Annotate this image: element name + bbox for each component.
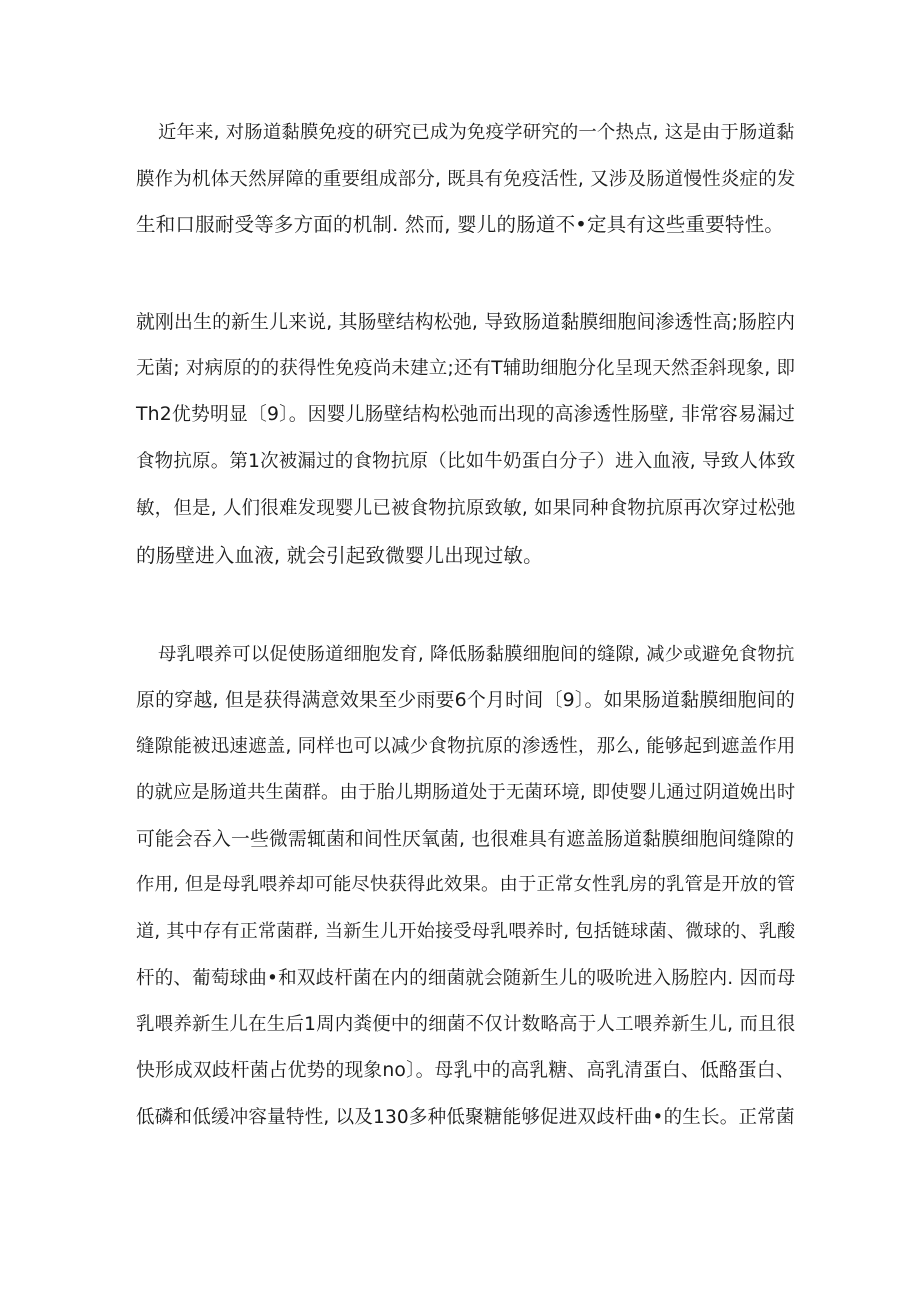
text-line: 可能会吞入一些微需辄菌和间性厌氧菌, 也很难具有遮盖肠道黏膜细胞间缝隙的 — [136, 829, 795, 850]
text-line: 就刚出生的新生儿来说, 其肠壁结构松弛, 导致肠道黏膜细胞间渗透性高;肠腔内 — [136, 312, 796, 333]
text-line: 杆的、葡萄球曲•和双歧杆菌在内的细菌就会随新生儿的吸吮进入肠腔内. 因而母 — [136, 968, 796, 989]
text-line: Th2优势明显〔9〕。因婴儿肠壁结构松弛而出现的高渗透性肠壁, 非常容易漏过 — [136, 404, 795, 425]
text-line: 道, 其中存有正常菌群, 当新生儿开始接受母乳喂养时, 包括链球菌、微球的、乳酸 — [136, 921, 796, 942]
text-line: 的肠壁进入血液, 就会引起致微婴儿出现过敏。 — [136, 544, 543, 567]
text-line: 作用, 但是母乳喂养却可能尽快获得此效果。由于正常女性乳房的乳管是开放的管 — [136, 874, 796, 895]
text-line: 快形成双歧杆菌占优势的现象no〕。母乳中的高乳糖、高乳清蛋白、低酪蛋白、 — [136, 1060, 795, 1081]
text-line: 无菌; 对病原的的获得性免疫尚未建立;还有T辅助细胞分化呈现天然歪斜现象, 即 — [136, 358, 796, 379]
text-line: 母乳喂养可以促使肠道细胞发育, 降低肠黏膜细胞间的缝隙, 减少或避免食物抗 — [158, 644, 795, 665]
text-line: 食物抗原。第1次被漏过的食物抗原（比如牛奶蛋白分子）进入血液, 导致人体致 — [136, 451, 796, 472]
text-line: 缝隙能被迅速遮盖, 同样也可以减少食物抗原的渗透性，那么, 能够起到遮盖作用 — [136, 736, 796, 757]
text-line: 敏，但是, 人们很难发现婴儿已被食物抗原致敏, 如果同种食物抗原再次穿过松弛 — [136, 498, 796, 519]
text-line: 的就应是肠道共生菌群。由于胎儿期肠道处于无菌环境, 即使婴儿通过阴道娩出时 — [136, 782, 796, 803]
text-line: 低磷和低缓冲容量特性, 以及130多种低聚糖能够促进双歧杆曲•的生长。正常菌 — [136, 1107, 795, 1128]
text-line: 乳喂养新生儿在生后1周内粪便中的细菌不仅计数略高于人工喂养新生儿, 而且很 — [136, 1014, 796, 1035]
text-line: 原的穿越, 但是获得满意效果至少雨要6个月时间〔9〕。如果肠道黏膜细胞间的 — [136, 689, 796, 711]
text-line: 近年来, 对肠道黏膜免疫的研究已成为免疫学研究的一个热点, 这是由于肠道黏 — [158, 122, 795, 143]
text-line: 膜作为机体天然屏障的重要组成部分, 既具有免疫活性, 又涉及肠道慢性炎症的发 — [136, 169, 796, 190]
text-line: 生和口服耐受等多方面的机制. 然而, 婴儿的肠道不•定具有这些重要特性。 — [136, 213, 784, 236]
